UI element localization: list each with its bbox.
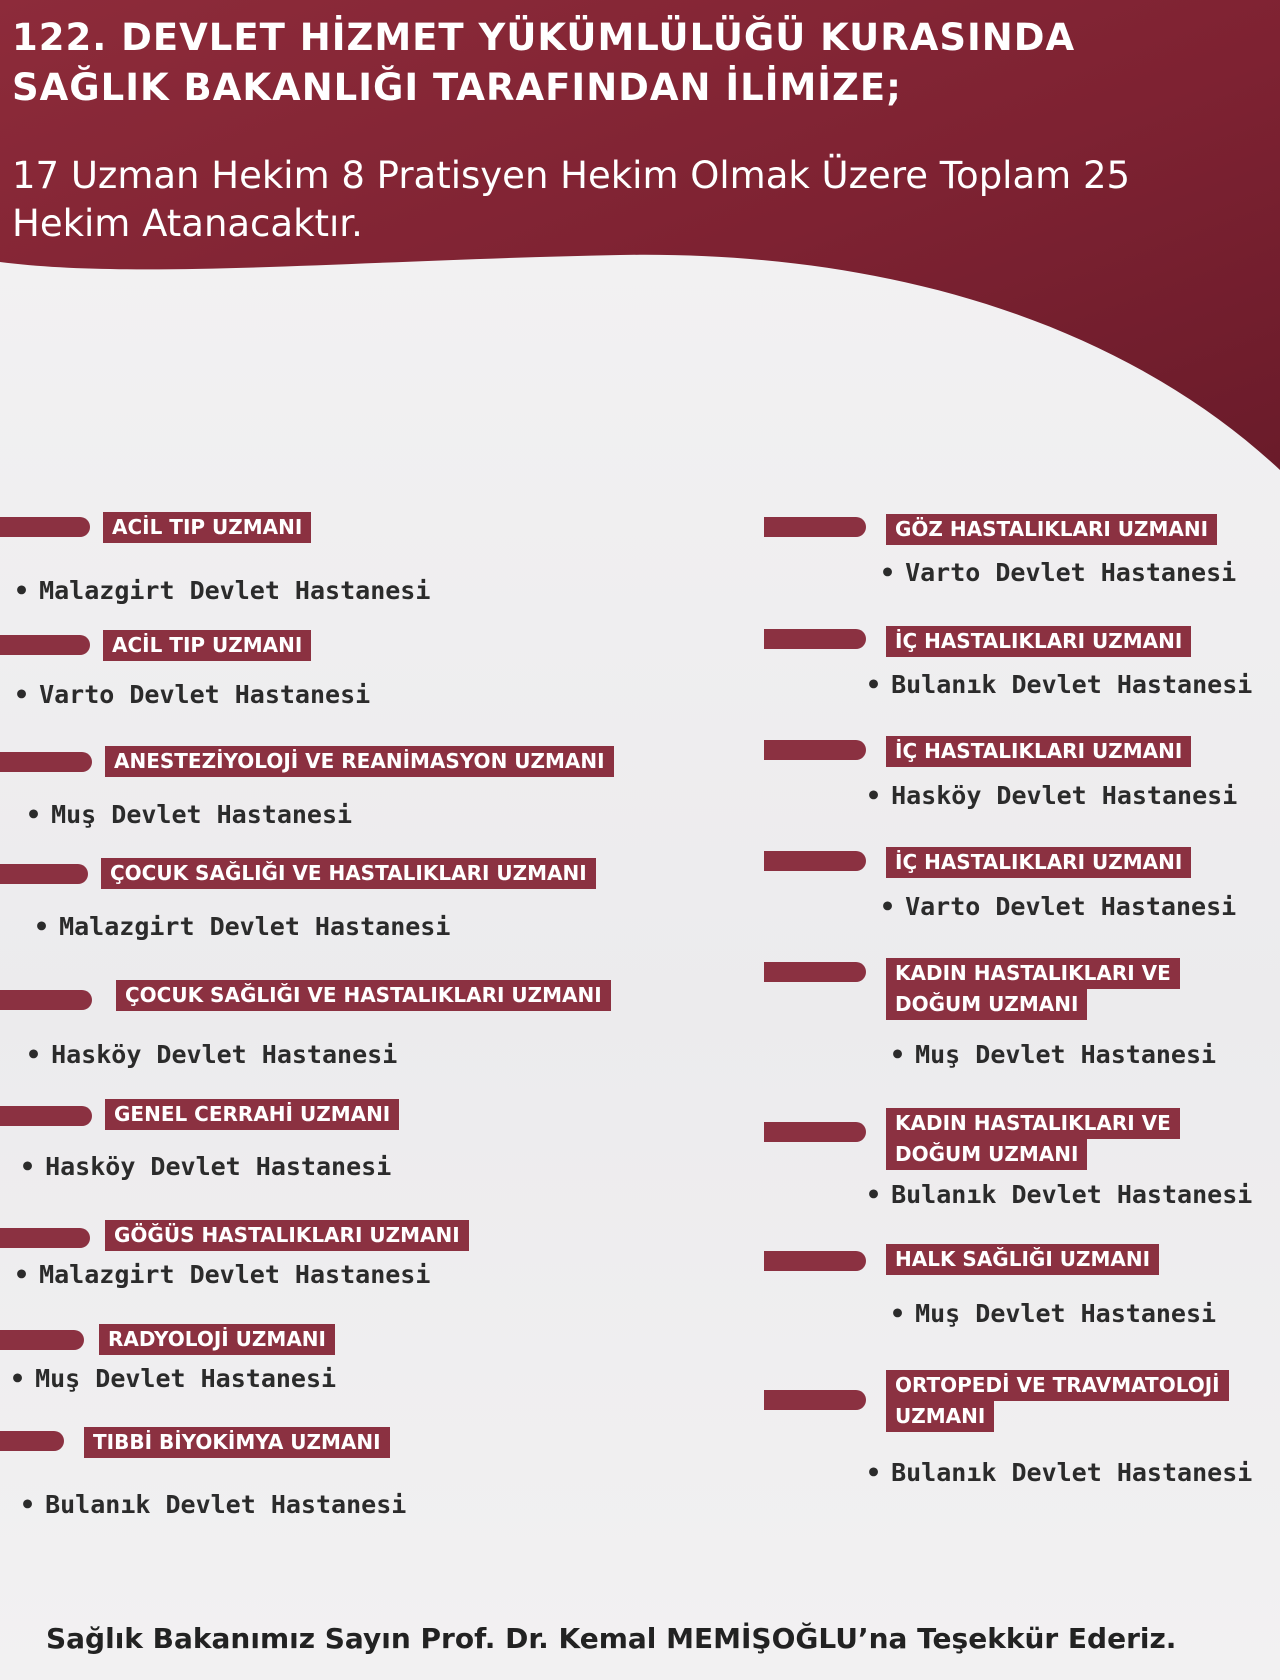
specialty-label-line: GÖĞÜS HASTALIKLARI UZMANI xyxy=(105,1220,469,1251)
specialty-label xyxy=(886,1370,1229,1432)
specialty-label-line: GENEL CERRAHİ UZMANI xyxy=(105,1099,399,1130)
hospital-name: Varto Devlet Hastanesi xyxy=(905,892,1237,921)
bullet-icon: • xyxy=(10,1364,26,1393)
specialty-label-line: HALK SAĞLIĞI UZMANI xyxy=(886,1244,1159,1275)
decorative-bar xyxy=(764,1122,866,1142)
bullet-icon: • xyxy=(880,558,896,587)
hospital-name: Muş Devlet Hastanesi xyxy=(35,1364,337,1393)
page-title-line-1: 122. DEVLET HİZMET YÜKÜMLÜLÜĞÜ KURASINDA xyxy=(12,16,1076,59)
hospital-name: Bulanık Devlet Hastanesi xyxy=(891,1458,1253,1487)
page-subtitle xyxy=(12,152,1152,248)
decorative-bar xyxy=(764,962,866,982)
hospital-item xyxy=(890,1040,1216,1069)
hospital-item xyxy=(880,558,1236,587)
specialty-label xyxy=(886,736,1191,767)
decorative-bar xyxy=(0,1228,90,1248)
specialty-label-line: İÇ HASTALIKLARI UZMANI xyxy=(886,626,1191,657)
hospital-item xyxy=(866,781,1237,810)
specialty-label xyxy=(886,626,1191,657)
hospital-item xyxy=(34,912,450,941)
hospital-item xyxy=(866,1180,1252,1209)
bullet-icon: • xyxy=(34,912,50,941)
decorative-bar xyxy=(764,1390,866,1410)
hospital-name: Malazgirt Devlet Hastanesi xyxy=(59,912,451,941)
specialty-label xyxy=(101,858,596,889)
bullet-icon: • xyxy=(866,781,882,810)
decorative-bar xyxy=(0,990,92,1010)
specialty-label-line: ORTOPEDİ VE TRAVMATOLOJİ xyxy=(886,1370,1229,1401)
bullet-icon: • xyxy=(880,892,896,921)
decorative-bar xyxy=(0,1330,84,1350)
specialty-label-line: ACİL TIP UZMANI xyxy=(103,630,311,661)
bullet-icon: • xyxy=(866,1458,882,1487)
bullet-icon: • xyxy=(890,1040,906,1069)
footer-thanks: Sağlık Bakanımız Sayın Prof. Dr. Kemal MEMİŞOĞLU’na Teşekkür Ederiz. xyxy=(46,1622,1177,1655)
hospital-item xyxy=(14,680,370,709)
specialty-label xyxy=(103,630,311,661)
specialty-label xyxy=(105,746,614,777)
bullet-icon: • xyxy=(14,1260,30,1289)
decorative-bar xyxy=(0,752,92,772)
specialty-label xyxy=(84,1427,390,1458)
hospital-name: Hasköy Devlet Hastanesi xyxy=(891,781,1238,810)
bullet-icon: • xyxy=(26,800,42,829)
bullet-icon: • xyxy=(20,1152,36,1181)
specialty-label-line: RADYOLOJİ UZMANI xyxy=(99,1324,335,1355)
hospital-item xyxy=(14,1260,430,1289)
hospital-name: Muş Devlet Hastanesi xyxy=(51,800,353,829)
decorative-bar xyxy=(764,1251,866,1271)
hospital-name: Hasköy Devlet Hastanesi xyxy=(51,1040,398,1069)
hospital-name: Malazgirt Devlet Hastanesi xyxy=(39,1260,431,1289)
specialty-label xyxy=(886,958,1180,1020)
specialty-label-line: ANESTEZİYOLOJİ VE REANİMASYON UZMANI xyxy=(105,746,614,777)
hospital-item xyxy=(866,670,1252,699)
hospital-name: Bulanık Devlet Hastanesi xyxy=(891,1180,1253,1209)
specialty-label-line: KADIN HASTALIKLARI VE xyxy=(886,1108,1180,1139)
hospital-item xyxy=(26,1040,397,1069)
decorative-bar xyxy=(0,864,88,884)
hospital-item xyxy=(20,1152,391,1181)
specialty-label-line: İÇ HASTALIKLARI UZMANI xyxy=(886,736,1191,767)
specialty-label-line: KADIN HASTALIKLARI VE xyxy=(886,958,1180,989)
specialty-label-line: ÇOCUK SAĞLIĞI VE HASTALIKLARI UZMANI xyxy=(116,980,611,1011)
hospital-item xyxy=(10,1364,336,1393)
specialty-label xyxy=(886,1108,1180,1170)
bullet-icon: • xyxy=(26,1040,42,1069)
hospital-name: Varto Devlet Hastanesi xyxy=(905,558,1237,587)
decorative-bar xyxy=(0,635,90,655)
specialty-label xyxy=(99,1324,335,1355)
bullet-icon: • xyxy=(890,1299,906,1328)
specialty-label xyxy=(105,1220,469,1251)
specialty-label-line: DOĞUM UZMANI xyxy=(886,1139,1087,1170)
specialty-label-line: GÖZ HASTALIKLARI UZMANI xyxy=(886,514,1217,545)
bullet-icon: • xyxy=(14,576,30,605)
hospital-item xyxy=(866,1458,1252,1487)
hospital-name: Bulanık Devlet Hastanesi xyxy=(45,1490,407,1519)
specialty-label xyxy=(886,1244,1159,1275)
hospital-name: Varto Devlet Hastanesi xyxy=(39,680,371,709)
hospital-item xyxy=(26,800,352,829)
specialty-label-line: DOĞUM UZMANI xyxy=(886,989,1087,1020)
decorative-bar xyxy=(0,517,90,537)
hospital-name: Muş Devlet Hastanesi xyxy=(915,1040,1217,1069)
subtitle-line-2: Hekim Atanacaktır. xyxy=(12,202,363,245)
decorative-bar xyxy=(764,740,866,760)
specialty-label-line: ÇOCUK SAĞLIĞI VE HASTALIKLARI UZMANI xyxy=(101,858,596,889)
decorative-bar xyxy=(764,629,866,649)
bullet-icon: • xyxy=(14,680,30,709)
hospital-name: Bulanık Devlet Hastanesi xyxy=(891,670,1253,699)
subtitle-line-1: 17 Uzman Hekim 8 Pratisyen Hekim Olmak Üzere Toplam 25 xyxy=(12,154,1131,197)
decorative-bar xyxy=(764,851,866,871)
specialty-label-line: UZMANI xyxy=(886,1401,994,1432)
decorative-bar xyxy=(764,517,866,537)
specialty-label-line: İÇ HASTALIKLARI UZMANI xyxy=(886,847,1191,878)
bullet-icon: • xyxy=(20,1490,36,1519)
hospital-name: Malazgirt Devlet Hastanesi xyxy=(39,576,431,605)
bullet-icon: • xyxy=(866,670,882,699)
specialty-label xyxy=(886,847,1191,878)
decorative-bar xyxy=(0,1106,92,1126)
hospital-item xyxy=(20,1490,406,1519)
specialty-label-line: TIBBİ BİYOKİMYA UZMANI xyxy=(84,1427,390,1458)
specialty-label xyxy=(116,980,611,1011)
page-title-line-2: SAĞLIK BAKANLIĞI TARAFINDAN İLİMİZE; xyxy=(12,66,902,109)
decorative-bar xyxy=(0,1431,64,1451)
specialty-label-line: ACİL TIP UZMANI xyxy=(103,512,311,543)
bullet-icon: • xyxy=(866,1180,882,1209)
hospital-name: Muş Devlet Hastanesi xyxy=(915,1299,1217,1328)
hospital-item xyxy=(14,576,430,605)
hospital-item xyxy=(880,892,1236,921)
specialty-label xyxy=(103,512,311,543)
hospital-item xyxy=(890,1299,1216,1328)
hospital-name: Hasköy Devlet Hastanesi xyxy=(45,1152,392,1181)
specialty-label xyxy=(105,1099,399,1130)
specialty-label xyxy=(886,514,1217,545)
